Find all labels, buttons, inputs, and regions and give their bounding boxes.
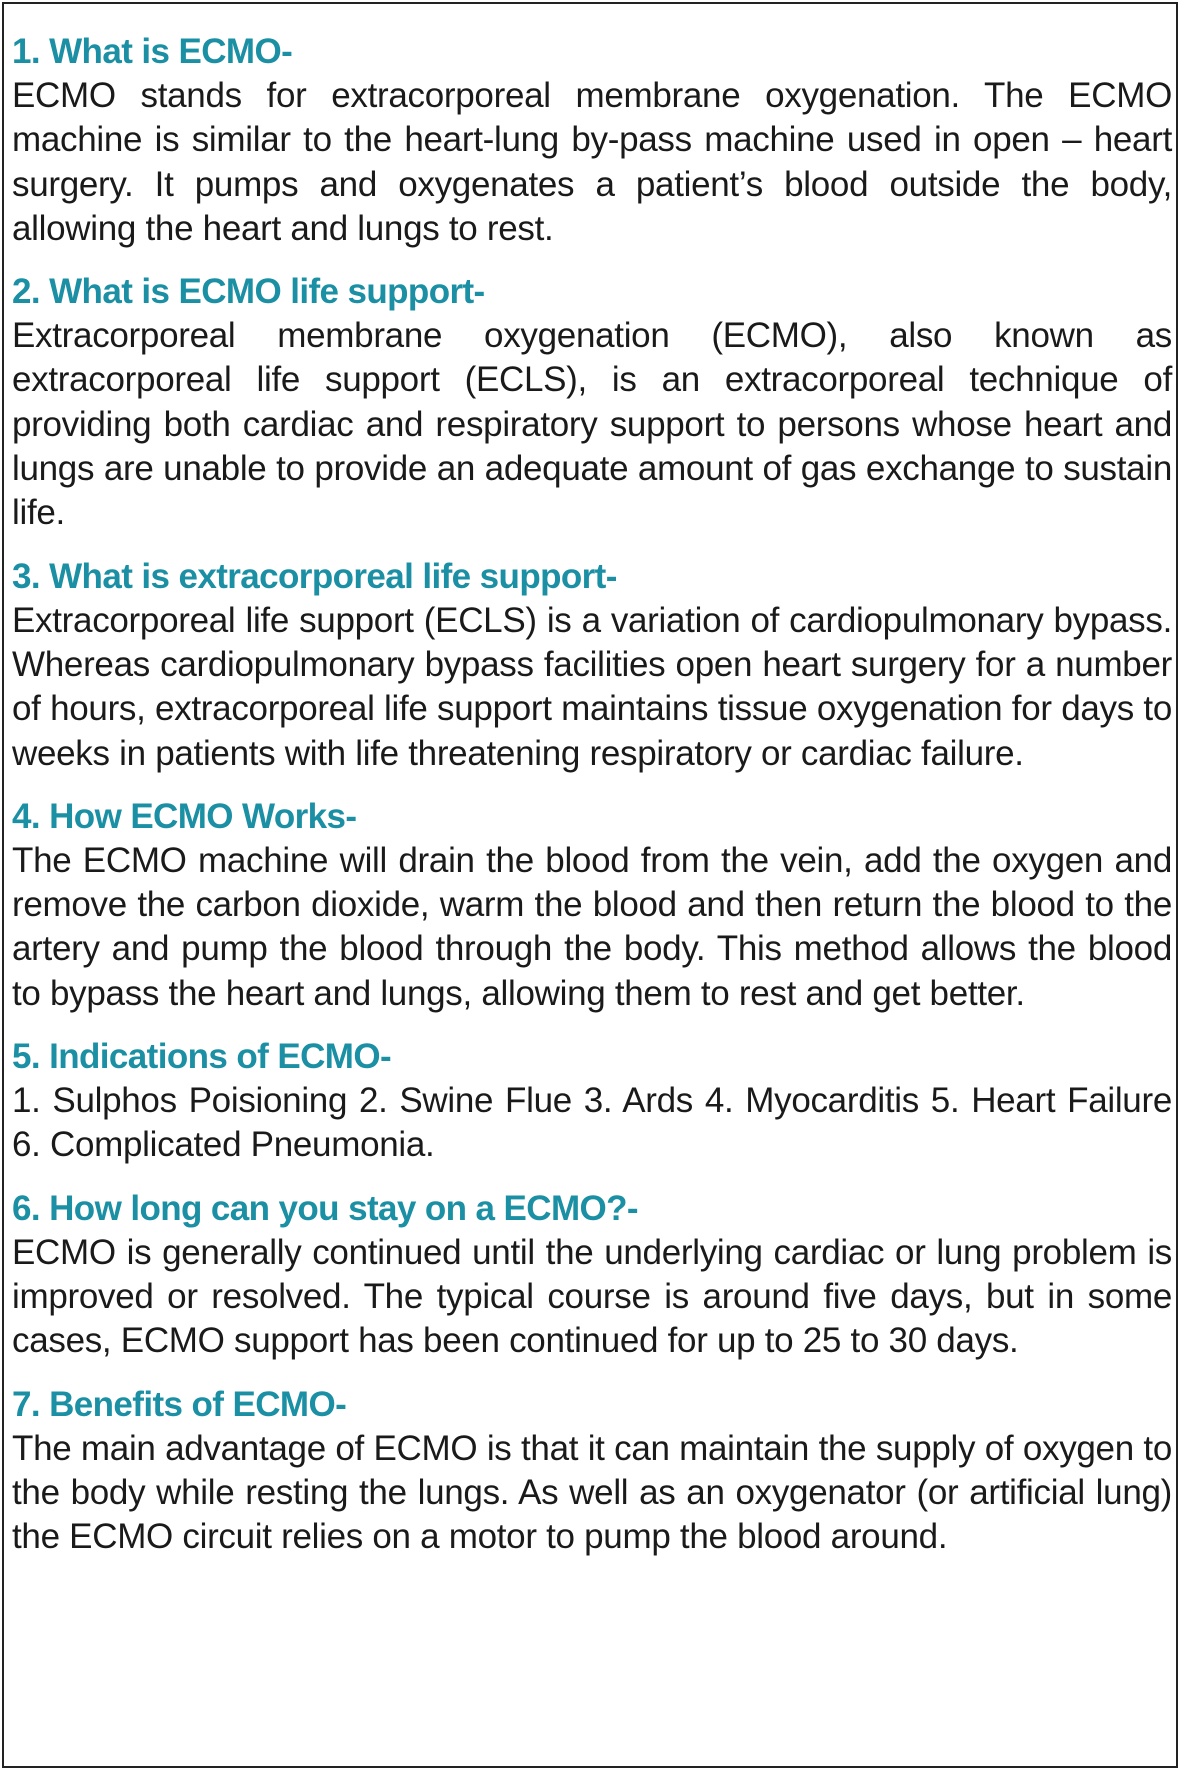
section-body: Extracorporeal life support (ECLS) is a variation of cardiopulmonary bypass. Whereas cardiopulmonary bypass facilities open heart surgery for a number of hours, extracorporeal life support maintains tissue oxygenation for days to weeks in patients with life threatening respiratory or cardiac failure.	[12, 600, 1172, 773]
section-how-ecmo-works	[12, 795, 1172, 1016]
section-heading: 6. How long can you stay on a ECMO?-	[12, 1188, 638, 1228]
section-body: ECMO stands for extracorporeal membrane oxygenation. The ECMO machine is similar to the heart-lung by-pass machine used in open – heart surgery. It pumps and oxygenates a patient’s blood outside the body, allowing the heart and lungs to rest.	[12, 76, 1172, 248]
section-heading: 7. Benefits of ECMO-	[12, 1384, 347, 1424]
section-how-long	[12, 1187, 1172, 1364]
section-body: 1. Sulphos Poisioning 2. Swine Flue 3. Ards 4. Myocarditis 5. Heart Failure 6. Complicated Pneumonia.	[12, 1081, 1172, 1165]
section-body: The main advantage of ECMO is that it can maintain the supply of oxygen to the body while resting the lungs. As well as an oxygenator (or artificial lung) the ECMO circuit relies on a motor to pump the blood around.	[12, 1428, 1172, 1557]
section-body: ECMO is generally continued until the underlying cardiac or lung problem is improved or resolved. The typical course is around five days, but in some cases, ECMO support has been continued for up to 25 to 30 days.	[12, 1232, 1172, 1361]
section-heading: 2. What is ECMO life support-	[12, 272, 485, 312]
section-heading: 3. What is extracorporeal life support-	[12, 556, 617, 596]
document-content	[12, 30, 1172, 1578]
section-what-is-ecmo	[12, 30, 1172, 251]
section-heading: 4. How ECMO Works-	[12, 796, 357, 836]
section-heading: 1. What is ECMO-	[12, 32, 293, 71]
section-benefits	[12, 1383, 1172, 1560]
document-page	[2, 2, 1178, 1768]
section-indications	[12, 1035, 1172, 1168]
section-body: The ECMO machine will drain the blood from the vein, add the oxygen and remove the carbon dioxide, warm the blood and then return the blood to the artery and pump the blood through the body. This method allows the blood to bypass the heart and lungs, allowing them to rest and get better.	[12, 840, 1172, 1013]
section-ecmo-life-support	[12, 270, 1172, 535]
section-extracorporeal-life-support	[12, 555, 1172, 776]
section-heading: 5. Indications of ECMO-	[12, 1037, 391, 1077]
section-body: Extracorporeal membrane oxygenation (ECMO), also known as extracorporeal life support (ECLS), is an extracorporeal technique of providing both cardiac and respiratory support to persons whose heart and lungs are unable to provide an adequate amount of gas exchange to sustain life.	[12, 316, 1172, 533]
